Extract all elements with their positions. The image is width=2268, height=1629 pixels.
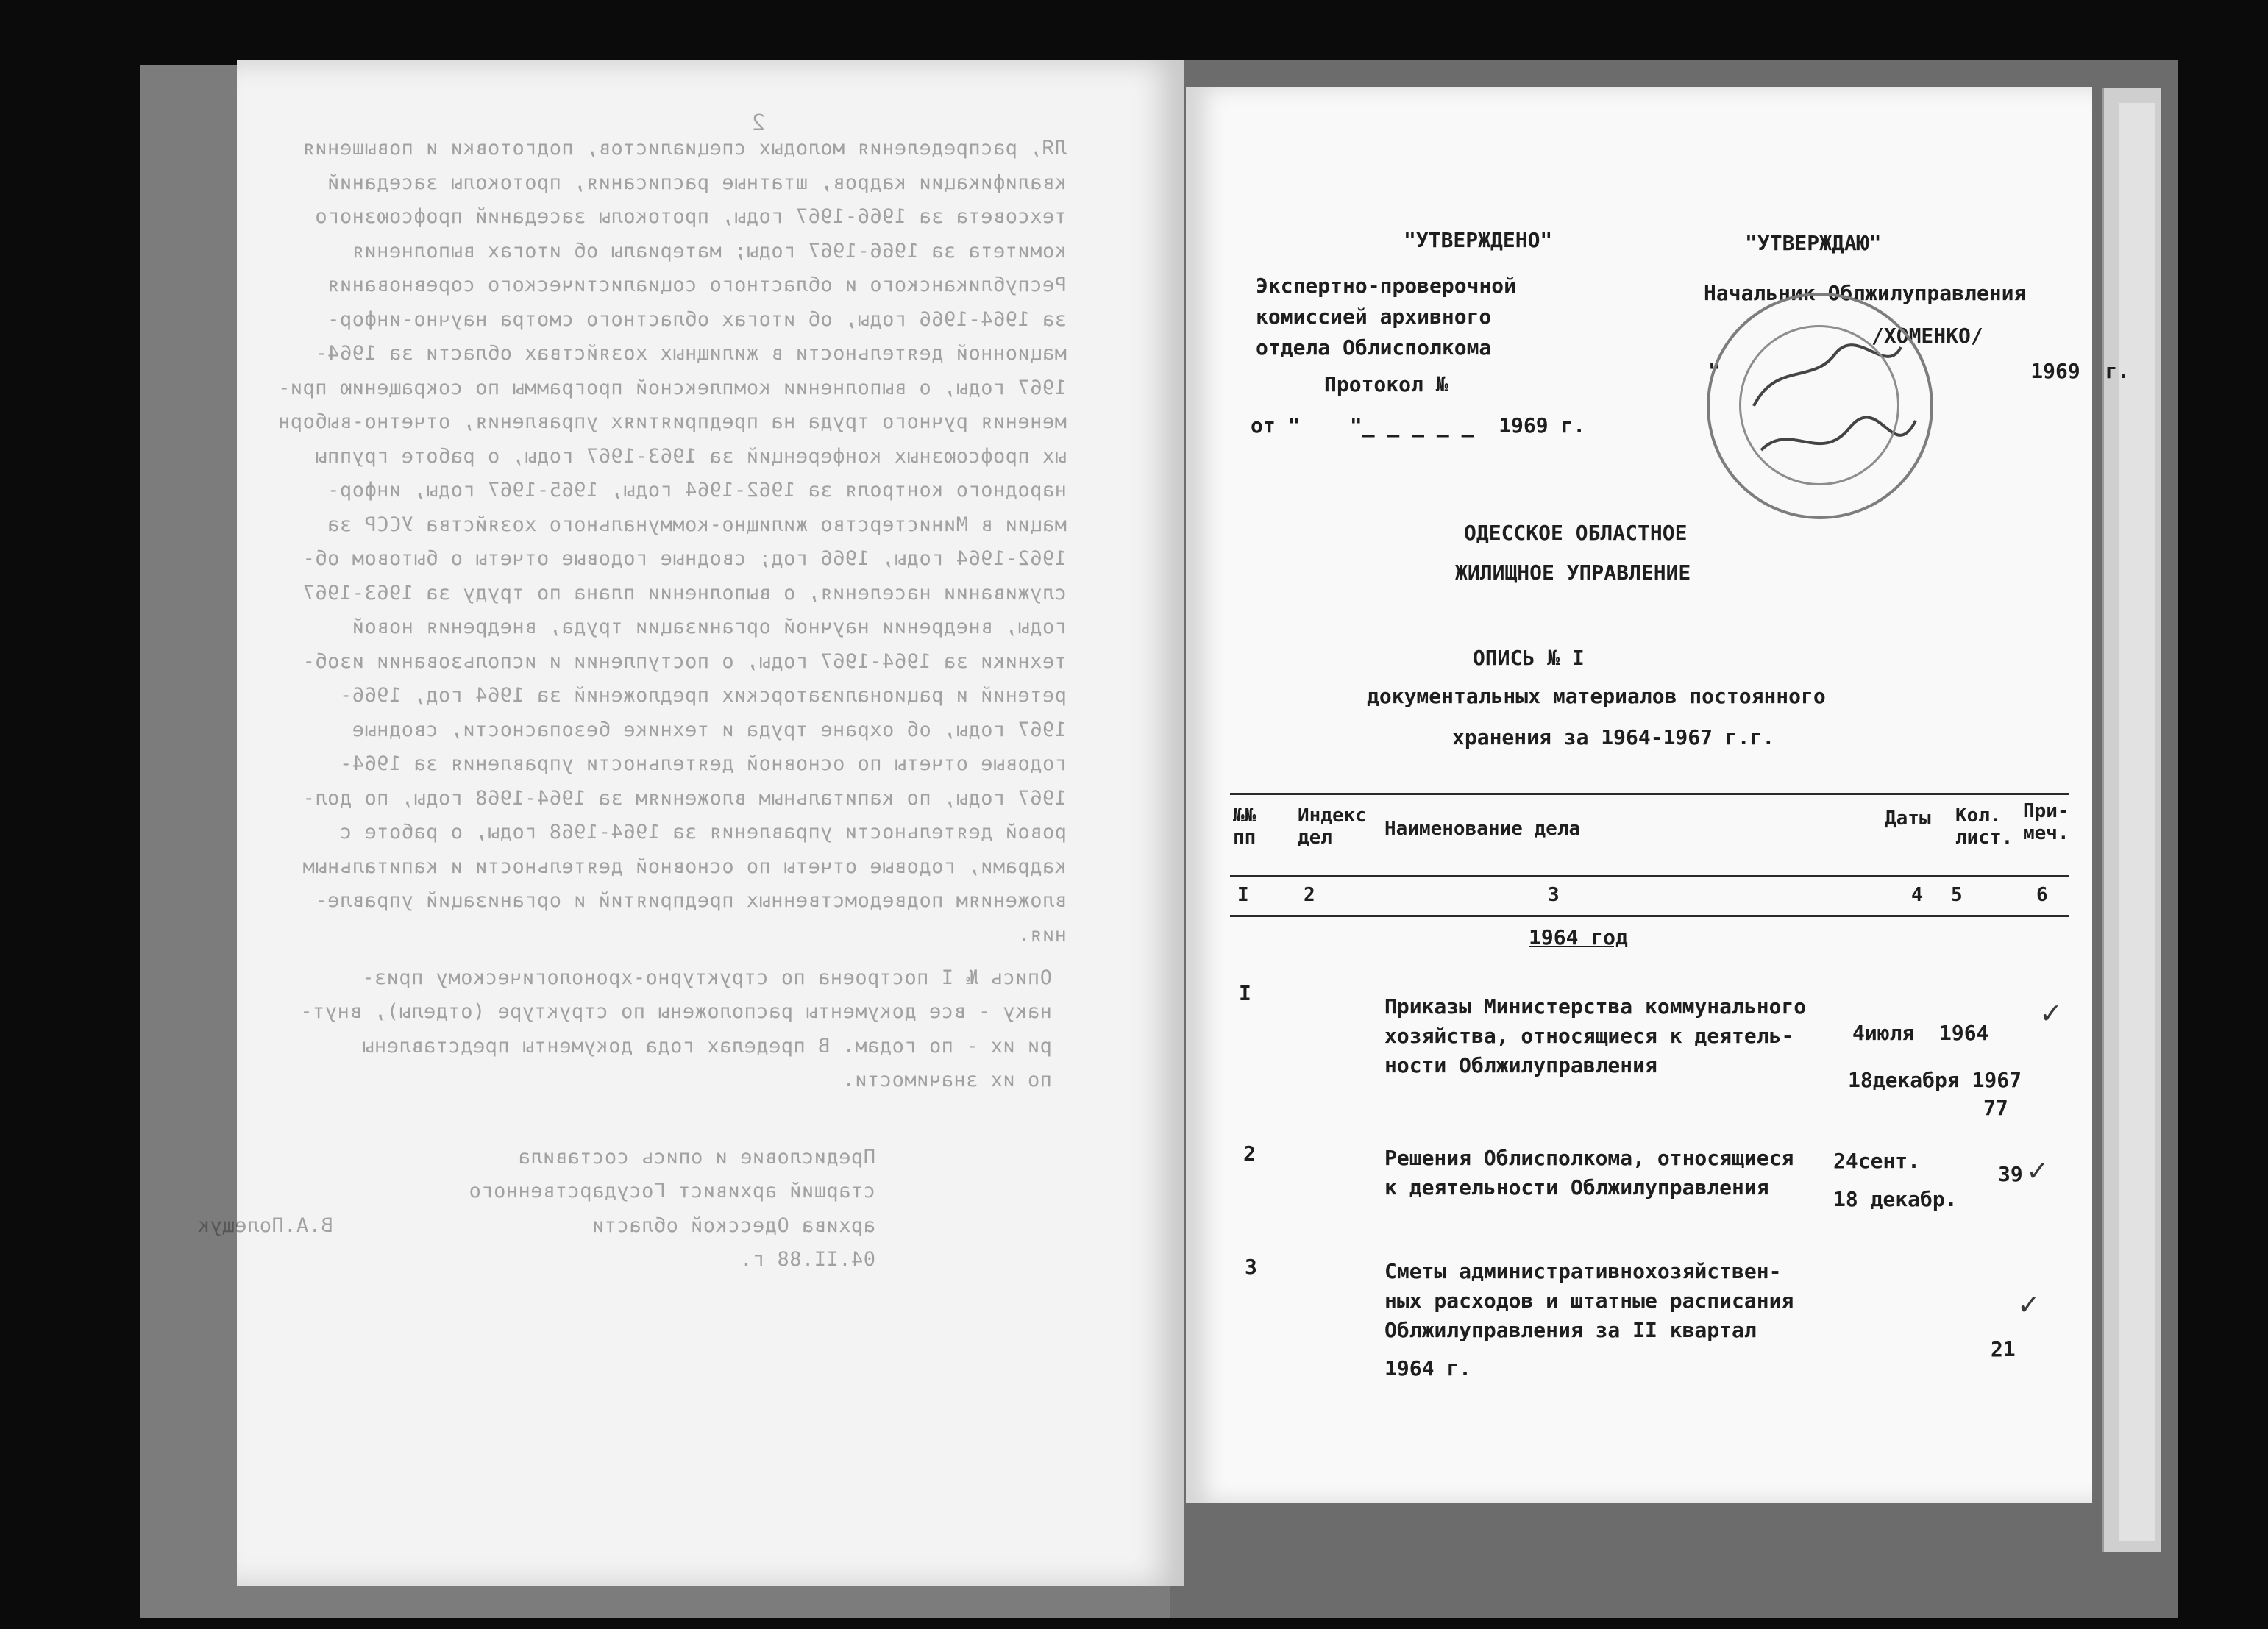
year-heading: 1964 год [1529,925,1628,949]
bleed-line: техники за 1964-1967 годы, о поступлении и использовании изоб- [302,649,1067,673]
header-dates: Даты [1885,808,1931,830]
inventory-page [1186,87,2130,1503]
row-date-to: 18декабря 1967 [1848,1068,2022,1092]
bleed-through-text [197,60,1184,1586]
protocol-date: от " "_ _ _ _ _ 1969 г. [1251,413,1586,438]
header-num: №№ пп [1233,805,1256,849]
inventory-subtitle-1: документальных материалов постоянного [1367,684,1826,708]
table-top-rule [1230,793,2069,795]
page-number: 2 [751,110,765,136]
bleed-line: наку - все документы расположены по структуре (отделы), внут- [299,1000,1052,1023]
row-name-line: Сметы административнохозяйствен- [1384,1259,1782,1283]
col-number: 6 [2036,884,2048,906]
approved-right-date: " 1969 г. [1708,359,2130,383]
check-mark-icon: ✓ [2017,1288,2041,1321]
col-number: I [1237,884,1249,906]
bleed-line: архива Одесской области В.А.Полещук [197,1213,875,1237]
col-number: 3 [1548,884,1560,906]
left-page [197,60,1184,1586]
bleed-line: 1967 годы, об охране труда и технике безопасности, сводные [352,718,1067,741]
bleed-line: ЛЯ, распределения молодых специалистов, подготовки и повышения [302,137,1067,160]
bleed-line: годовые отчеты по основной деятельности управления за 1964- [339,752,1067,775]
approved-right-title: "УТВЕРЖДАЮ" [1745,231,1882,255]
row-name-line: хозяйства, относящиеся к деятель- [1384,1024,1794,1048]
inventory-title: ОПИСЬ № I [1473,646,1585,670]
col-numbers-rule [1230,915,2069,917]
row-date-to: 18 декабр. [1833,1187,1958,1211]
org-line-1: ОДЕССКОЕ ОБЛАСТНОЕ [1464,521,1688,545]
inventory-subtitle-2: хранения за 1964-1967 г.г. [1452,725,1775,749]
bleed-line: квалификации кадров, штатные расписания, протоколы заседаний [327,171,1067,194]
row-name-line: Решения Облисполкома, относящиеся [1384,1146,1794,1170]
header-name: Наименование дела [1384,818,1581,840]
bleed-line: ри их - по годам. В пределах года документы представлены [361,1034,1052,1058]
approved-left-line: отдела Облисполкома [1256,335,1492,360]
header-divider [1230,875,2069,877]
bleed-line: по их значимости. [842,1069,1052,1091]
row-name-line: Облжилуправления за II квартал [1384,1318,1757,1342]
header-count: Кол. лист. [1955,805,2013,849]
bleed-line: 1967 годы, о выполнении комплексной программы по сокращению при- [277,376,1067,399]
row-name-line: ности Облжилуправления [1384,1053,1657,1077]
row-num: I [1239,981,1251,1005]
bleed-line: мации в Министерство жилищно-коммунального хозяйства УССР за [327,513,1067,536]
bleed-line: 04.II.88 г. [739,1248,875,1271]
header-index: Индекс дел [1298,805,1367,849]
row-name-line: 1964 г. [1384,1356,1472,1380]
seal-inner-ring [1739,325,1899,485]
bleed-line: Опись № I построена по структурно-хронологическому приз- [361,966,1052,989]
bleed-line: 1967 годы, по капитальным вложениям за 1964-1968 годы, по дол- [302,786,1067,810]
row-sheets: 21 [1991,1337,2016,1361]
bleed-line: ния. [1017,923,1067,947]
approved-right-name: /ХОМЕНКО/ [1871,324,1983,348]
row-sheets: 77 [1983,1096,2008,1120]
approved-right-line: Начальник Облжилуправления [1704,281,2027,305]
row-num: 3 [1245,1255,1257,1279]
row-num: 2 [1243,1141,1256,1166]
header-note: При- меч. [2023,800,2069,844]
approved-left-line: Экспертно-проверочной [1256,274,1517,298]
row-name-line: к деятельности Облжилуправления [1384,1175,1769,1200]
bleed-line: за 1964-1966 годы, об итогах областного смотра научно-инфор- [327,307,1067,331]
bleed-line: ых профсоюзных конференций за 1963-1967 годы, о работе группы [314,444,1067,468]
bleed-line: мационной деятельности в жилищных хозяйствах области за 1964- [314,342,1067,365]
row-sheets: 39 [1998,1162,2023,1186]
org-line-2: ЖИЛИЩНОЕ УПРАВЛЕНИЕ [1455,560,1691,585]
bleed-line: вложениям подведомственных предприятий и организаций управле- [314,889,1067,912]
bleed-line: народного контроля за 1962-1964 годы, 1965-1967 годы, инфор- [327,479,1067,502]
row-name-line: Приказы Министерства коммунального [1384,994,1807,1019]
check-mark-icon: ✓ [2039,997,2063,1030]
bleed-line: Республиканского и областного социалистического соревнования [327,274,1067,296]
bleed-line: старший архивист Государственного [469,1180,875,1202]
bleed-line: комитета за 1966-1967 годы; материалы об итогах выполнения [352,239,1067,263]
row-date-from: 24сент. [1833,1149,1921,1173]
bleed-line: кадрами, годовые отчеты по основной деятельности и капитальным [302,855,1067,878]
col-number: 5 [1951,884,1963,906]
bleed-line: служивании населения, о выполнении плана по труду за 1963-1967 [302,581,1067,605]
bleed-line: ровой деятельности управления за 1964-1968 годы, о работе с [339,821,1067,844]
bleed-line: 1962-1964 годы, 1966 год; сводные годовые отчеты о бытовом об- [302,547,1067,570]
check-mark-icon: ✓ [2026,1155,2050,1187]
approved-left-title: "УТВЕРЖДЕНО" [1404,228,1553,252]
bleed-line: ретений и рационализаторских предложений за 1964 год, 1966- [339,684,1067,707]
page-stack-edge-inner [2119,103,2155,1541]
bleed-line: Предисловие и опись составила [518,1145,875,1169]
row-date-from: 4июля 1964 [1852,1021,1989,1045]
bleed-line: менения ручного труда на предприятиях управления, отчетно-выборн [277,410,1067,433]
bleed-line: техсовета за 1966-1967 годы, протоколы заседаний профсоюзного [314,205,1067,228]
col-number: 4 [1911,884,1923,906]
bleed-line: годы, внедрении научной организации труда, внедрения новой [352,616,1067,638]
protocol-label: Протокол № [1324,372,1448,396]
row-name-line: ных расходов и штатные расписания [1384,1288,1794,1313]
col-number: 2 [1304,884,1315,906]
approved-left-line: комиссией архивного [1256,304,1492,329]
